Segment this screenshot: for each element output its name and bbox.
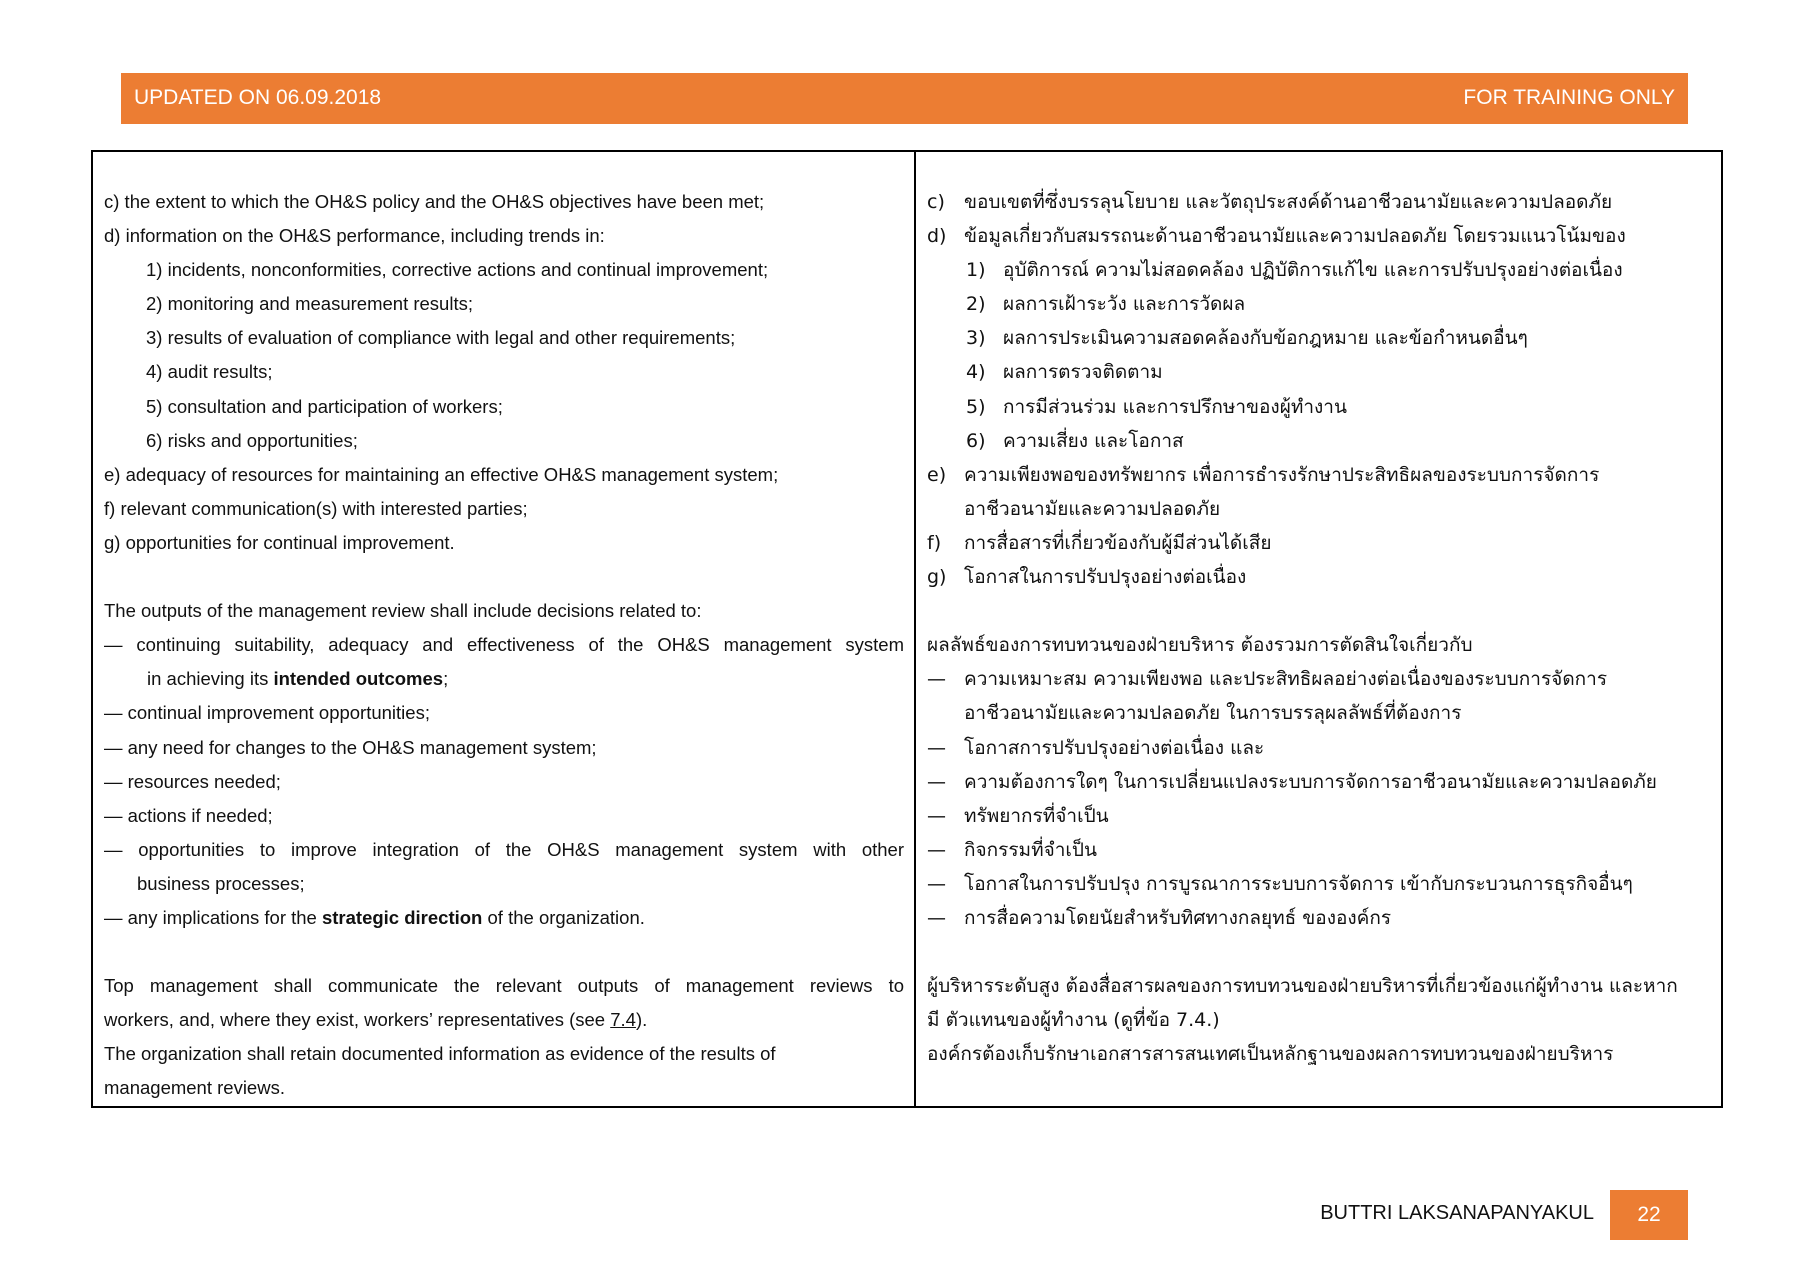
item-text: ผลลัพธ์ของการทบทวนของฝ่ายบริหาร ต้องรวมการตัดสินใจเกี่ยวกับ [927,634,1473,657]
text-segment: in achieving its [147,668,274,690]
text-line [104,287,904,321]
text-line [104,458,904,492]
item-label: 4) [966,361,986,384]
text-segment: 6) risks and opportunities; [146,429,358,451]
text-line [927,219,1707,253]
item-label: — [927,736,946,759]
text-line [104,1037,904,1071]
thai-column [927,185,1707,1071]
item-text: อาชีวอนามัยและความปลอดภัย ในการบรรลุผลลัพธ์ที่ต้องการ [964,702,1462,725]
item-label: 6) [966,429,986,452]
text-segment: d) information on the OH&S performance, including trends in: [104,225,605,247]
bold-text: intended outcomes [273,668,444,690]
item-label: c) [927,191,945,213]
item-text: ผู้บริหารระดับสูง ต้องสื่อสารผลของการทบทวนของฝ่ายบริหารที่เกี่ยวข้องแก่ผู้ทำงาน และหาก [927,975,1678,998]
text-segment: Top management shall communicate the relevant outputs of management reviews to [104,975,904,997]
text-segment: — resources needed; [104,770,281,792]
item-text: อาชีวอนามัยและความปลอดภัย [964,497,1221,520]
text-line [927,253,1707,287]
item-label: 1) [966,259,986,282]
item-text: ทรัพยากรที่จำเป็น [964,804,1109,827]
item-text: ผลการประเมินความสอดคล้องกับข้อกฎหมาย และข้อกำหนดอื่นๆ [1003,327,1528,350]
column-divider [914,152,916,1106]
blank-line [927,594,1707,628]
text-segment: — any need for changes to the OH&S management system; [104,736,597,758]
item-text: มี ตัวแทนของผู้ทำงาน (ดูที่ข้อ 7.4.) [927,1009,1220,1032]
item-label: 3) [966,327,986,350]
item-text: ความเพียงพอของทรัพยากร เพื่อการธำรงรักษาประสิทธิผลของระบบการจัดการ [964,463,1600,486]
text-line [104,1071,904,1105]
text-line [927,969,1707,1003]
text-line [104,424,904,458]
text-line [927,185,1707,219]
page-number: 22 [1610,1190,1688,1240]
item-label: e) [927,463,947,486]
text-line [927,458,1707,492]
updated-date: UPDATED ON 06.09.2018 [134,86,382,109]
item-text: ผลการเฝ้าระวัง และการวัดผล [1003,293,1246,316]
text-segment: management reviews. [104,1077,285,1099]
text-segment: — opportunities to improve integration of the OH&S management system with other [104,838,904,860]
item-text: โอกาสการปรับปรุงอย่างต่อเนื่อง และ [964,736,1265,759]
text-line [104,731,904,765]
clause-link[interactable]: 7.4 [610,1009,636,1031]
item-label: — [927,872,946,895]
english-column [104,185,904,1106]
text-line [927,492,1707,526]
text-segment: 1) incidents, nonconformities, corrective actions and continual improvement; [146,259,769,281]
text-line [104,799,904,833]
item-label: 2) [966,293,986,316]
text-line [927,424,1707,458]
text-line [927,1003,1707,1037]
text-segment: g) opportunities for continual improvement. [104,531,455,553]
text-line [104,185,904,219]
text-segment: f) relevant communication(s) with interested parties; [104,497,528,519]
item-text: องค์กรต้องเก็บรักษาเอกสารสารสนเทศเป็นหลักฐานของผลการทบทวนของฝ่ายบริหาร [927,1043,1614,1066]
item-label [927,492,964,526]
item-label [927,594,964,628]
text-line [927,560,1707,594]
text-segment: 3) results of evaluation of compliance with legal and other requirements; [146,327,736,349]
item-label: f) [927,531,942,554]
text-line [927,833,1707,867]
text-segment: — actions if needed; [104,804,273,826]
item-text: การมีส่วนร่วม และการปรึกษาของผู้ทำงาน [1003,395,1347,418]
item-text: โอกาสในการปรับปรุง การบูรณาการระบบการจัดการ เข้ากับกระบวนการธุรกิจอื่นๆ [964,872,1633,895]
text-line [104,901,904,935]
text-line [104,662,904,696]
item-label: — [927,804,946,827]
text-line [104,355,904,389]
blank-line [104,935,904,969]
text-line [104,833,904,867]
text-line [104,321,904,355]
text-line [104,1003,904,1037]
item-label: 5) [966,395,986,418]
text-line [927,731,1707,765]
text-segment: The outputs of the management review shall include decisions related to: [104,600,702,622]
text-line [927,662,1707,696]
item-text: อุบัติการณ์ ความไม่สอดคล้อง ปฏิบัติการแก้ไข และการปรับปรุงอย่างต่อเนื่อง [1003,259,1623,282]
header-bar [121,73,1688,124]
item-text: กิจกรรมที่จำเป็น [964,838,1097,861]
item-text: ความต้องการใดๆ ในการเปลี่ยนแปลงระบบการจัดการอาชีวอนามัยและความปลอดภัย [964,770,1657,793]
text-segment: The organization shall retain documented information as evidence of the results of [104,1043,776,1065]
text-line [927,628,1707,662]
text-segment: — continual improvement opportunities; [104,702,430,724]
bold-text: strategic direction [321,906,483,928]
item-label: — [927,770,946,793]
blank-line [927,935,1707,969]
text-line [927,765,1707,799]
text-line [104,253,904,287]
item-text: ผลการตรวจติดตาม [1003,361,1163,384]
item-label [927,935,964,969]
text-line [927,355,1707,389]
text-segment: e) adequacy of resources for maintaining an effective OH&S management system; [104,463,779,485]
text-line [927,526,1707,560]
text-line [104,867,904,901]
text-line [104,696,904,730]
item-text: การสื่อสารที่เกี่ยวข้องกับผู้มีส่วนได้เสีย [964,531,1272,554]
item-label: — [927,668,946,691]
text-line [927,287,1707,321]
text-segment: 5) consultation and participation of workers; [146,395,503,417]
item-text: ข้อมูลเกี่ยวกับสมรรถนะด้านอาชีวอนามัยและความปลอดภัย โดยรวมแนวโน้มของ [964,225,1626,248]
text-segment: ; [443,668,449,690]
text-line [104,628,904,662]
bilingual-table [91,150,1723,1108]
text-line [104,969,904,1003]
text-segment: ). [635,1009,648,1031]
text-line [104,765,904,799]
item-label [927,696,964,730]
text-line [927,390,1707,424]
text-segment: 2) monitoring and measurement results; [146,293,473,315]
text-line [104,492,904,526]
text-segment: business processes; [137,872,305,894]
text-segment: — any implications for the [104,906,322,928]
item-label: d) [927,225,947,248]
text-line [927,799,1707,833]
text-line [927,1037,1707,1071]
training-notice: FOR TRAINING ONLY [1463,86,1675,109]
text-line [104,526,904,560]
item-text: ความเหมาะสม ความเพียงพอ และประสิทธิผลอย่างต่อเนื่องของระบบการจัดการ [964,668,1608,691]
blank-line [104,560,904,594]
text-line [104,594,904,628]
item-text: การสื่อความโดยนัยสำหรับทิศทางกลยุทธ์ ขององค์กร [964,906,1392,929]
author-name: BUTTRI LAKSANAPANYAKUL [1320,1202,1594,1224]
text-segment: c) the extent to which the OH&S policy and the OH&S objectives have been met; [104,191,765,212]
item-text: ขอบเขตที่ซึ่งบรรลุนโยบาย และวัตถุประสงค์ด้านอาชีวอนามัยและความปลอดภัย [964,191,1613,213]
item-label: g) [927,566,947,589]
text-line [927,867,1707,901]
item-text: โอกาสในการปรับปรุงอย่างต่อเนื่อง [964,566,1247,589]
text-segment: workers, and, where they exist, workers’ representatives (see [104,1009,611,1031]
text-line [927,901,1707,935]
item-text: ความเสี่ยง และโอกาส [1003,429,1184,452]
text-line [927,696,1707,730]
text-line [104,390,904,424]
text-line [104,219,904,253]
text-segment: — continuing suitability, adequacy and effectiveness of the OH&S management system [104,634,904,656]
item-label: — [927,838,946,861]
item-label: — [927,906,946,929]
text-segment: of the organization. [482,906,645,928]
text-segment: 4) audit results; [146,361,273,383]
text-line [927,321,1707,355]
